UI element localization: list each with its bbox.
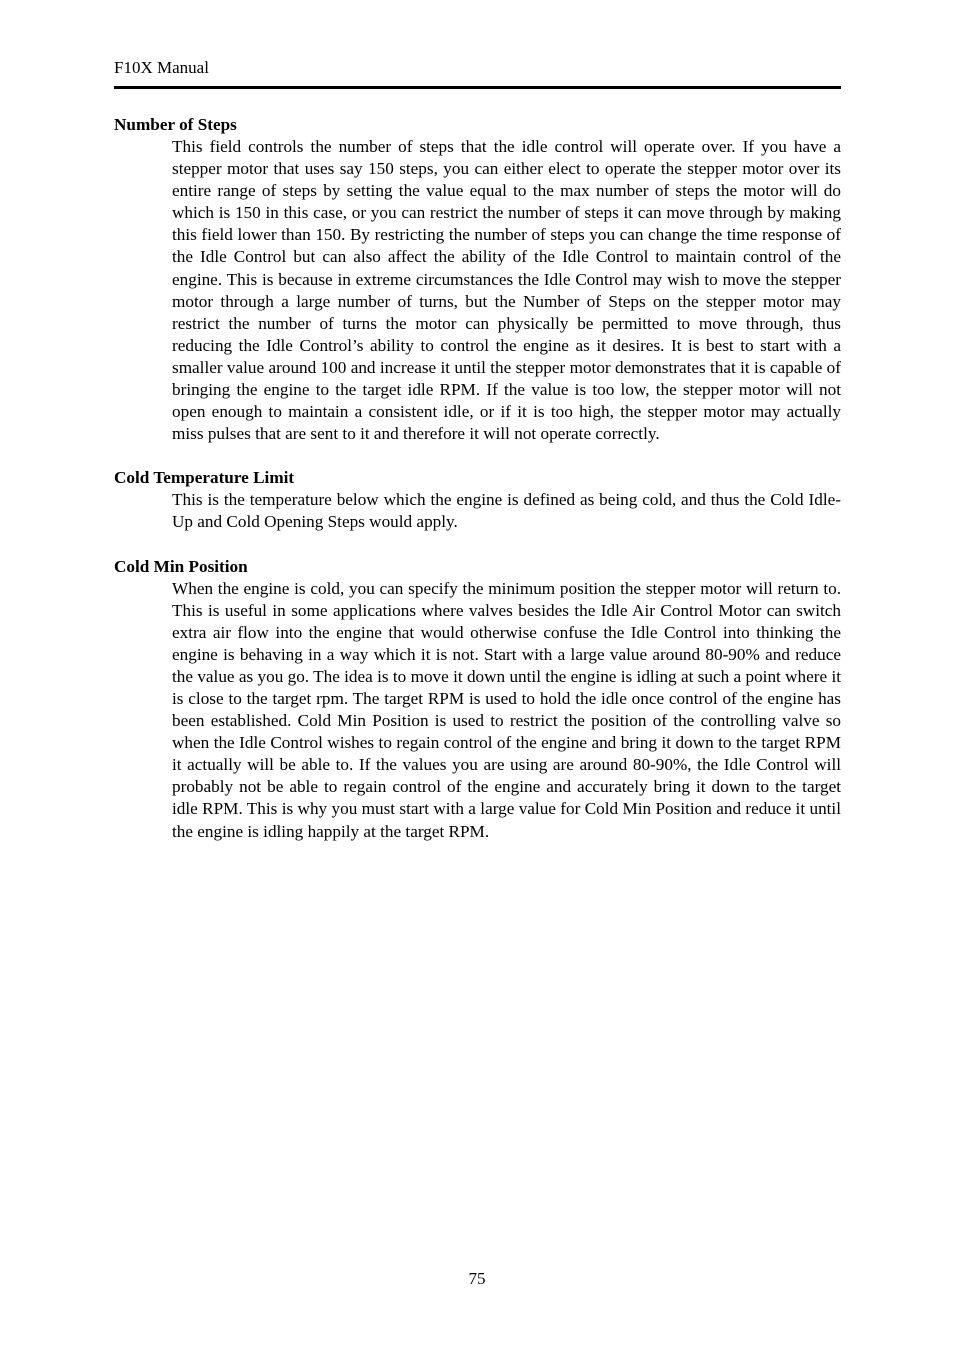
page-content [114, 114, 841, 865]
section-cold-min-position [114, 556, 841, 843]
section-body: This field controls the number of steps that the idle control will operate over. If you have a stepper motor that uses say 150 steps, you can either elect to operate the stepper motor over its entire range of steps by setting the value equal to the max number of steps the motor will do which is 150 in this case, or you can restrict the number of steps it can move through by making this field lower than 150. By restricting the number of steps you can change the time response of the Idle Control but can also affect the ability of the Idle Control to maintain control of the engine. This is because in extreme circumstances the Idle Control may wish to move the stepper motor through a large number of turns, but the Number of Steps on the stepper motor may restrict the number of turns the motor can physically be permitted to move through, thus reducing the Idle Control’s ability to control the engine as it desires. It is best to start with a smaller value around 100 and increase it until the stepper motor demonstrates that it is capable of bringing the engine to the target idle RPM. If the value is too low, the stepper motor will not open enough to maintain a consistent idle, or if it is too high, the stepper motor may actually miss pulses that are sent to it and therefore it will not operate correctly. [172, 137, 841, 444]
section-body: This is the temperature below which the engine is defined as being cold, and thus the Cold Idle-Up and Cold Opening Steps would apply. [172, 490, 841, 532]
running-header: F10X Manual [114, 58, 209, 77]
page-number: 75 [468, 1269, 486, 1288]
section-heading: Cold Min Position [114, 556, 248, 576]
section-heading: Number of Steps [114, 115, 237, 134]
section-body: When the engine is cold, you can specify the minimum position the stepper motor will return to. This is useful in some applications where valves besides the Idle Air Control Motor can switch extra air flow into the engine that would otherwise confuse the Idle Control into thinking the engine is behaving in a way which it is not. Start with a large value around 80-90% and reduce the value as you go. The idea is to move it down until the engine is idling at such a point where it is close to the target rpm. The target RPM is used to hold the idle once control of the engine has been established. Cold Min Position is used to restrict the position of the controlling valve so when the Idle Control wishes to regain control of the engine and bring it down to the target RPM it actually will be able to. If the values you are using are around 80-90%, the Idle Control will probably not be able to regain control of the engine and accurately bring it down to the target idle RPM. This is why you must start with a large value for Cold Min Position and reduce it until the engine is idling happily at the target RPM. [172, 578, 841, 841]
section-heading: Cold Temperature Limit [114, 468, 295, 488]
header-rule [114, 86, 841, 89]
section-number-of-steps [114, 114, 841, 445]
section-cold-temperature-limit [114, 467, 841, 533]
